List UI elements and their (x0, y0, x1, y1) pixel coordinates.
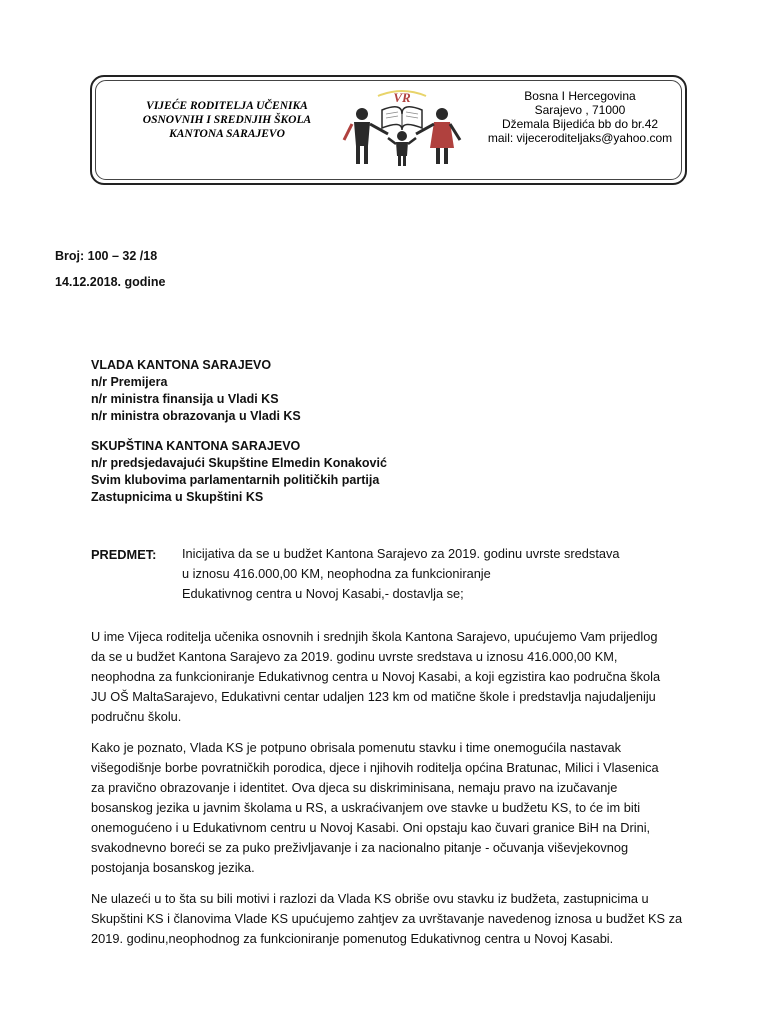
paragraph-line: Kako je poznato, Vlada KS je potpuno obrisala pomenutu stavku i time onemogućila nastavak (91, 740, 621, 755)
body-paragraph-3 (91, 889, 691, 949)
recipient-government: VLADA KANTONA SARAJEVO (91, 358, 272, 372)
paragraph-line: onemogućeno i u Edukativnom centru u Novoj Kasabi. Oni opstaju kao čuvari granice BiH na Drini, (91, 820, 651, 835)
organization-logo (338, 88, 474, 170)
child-figure-icon (388, 131, 416, 166)
subject-text (182, 544, 652, 604)
recipient-assembly-chair: n/r predsjedavajući Skupštine Elmedin Konaković (91, 456, 387, 470)
paragraph-line: 2019. godinu,neophodnog za funkcioniranje pomenutog Edukativnog centra u Novoj Kasabi. (91, 931, 614, 946)
org-name-line3: KANTONA SARAJEVO (169, 128, 285, 140)
contact-city: Sarajevo , 71000 (534, 103, 626, 117)
contact-address: Džemala Bijedića bb do br.42 (501, 117, 659, 131)
org-name-line2: OSNOVNIH I SREDNJIH ŠKOLA (142, 114, 312, 126)
subject-label: PREDMET: (91, 547, 157, 562)
paragraph-line: postojanja bosanskog jezika. (91, 860, 255, 875)
paragraph-line: svakodnevno boreći se za puko preživljavanje i za nacionalno pitanje - očuvanja viševjekovnog (91, 840, 629, 855)
recipient-assembly: SKUPŠTINA KANTONA SARAJEVO (91, 439, 301, 453)
recipient-representatives: Zastupnicima u Skupštini KS (91, 490, 264, 504)
document-number: Broj: 100 – 32 /18 (55, 249, 158, 263)
body-paragraph-1 (91, 627, 691, 727)
subject-line1: Inicijativa da se u budžet Kantona Sarajevo za 2019. godinu uvrste sredstava (182, 546, 620, 561)
paragraph-line: neophodna za funkcioniranje Edukativnog centra u Novoj Kasabi, a koji egzistira kao područna škola (91, 669, 661, 684)
contact-country: Bosna I Hercegovina (524, 89, 636, 103)
org-name-line1: VIJEĆE RODITELJA UČENIKA (146, 100, 308, 112)
paragraph-line: Skupštini KS i članovima Vlade KS upućujemo zahtjev za uvrštavanje navedenog iznosa u budžet KS za (91, 911, 683, 926)
paragraph-line: JU OŠ MaltaSarajevo, Edukativni centar udaljen 123 km od matične škole i predstavlja najudaljeniju (91, 689, 656, 704)
paragraph-line: bosanskog jezika u javnim školama u RS, a uskraćivanjem ove stavke u budžetu KS, to će im biti (91, 800, 641, 815)
paragraph-line: područnu školu. (91, 709, 182, 724)
logo-monogram: VR (393, 90, 411, 105)
open-book-icon (382, 107, 422, 130)
recipient-finance-minister: n/r ministra finansija u Vladi KS (91, 392, 279, 406)
contact-email: mail: vijeceroditeljaks@yahoo.com (487, 131, 673, 145)
contact-block (480, 89, 680, 145)
organization-name (122, 99, 332, 141)
document-date: 14.12.2018. godine (55, 275, 166, 289)
paragraph-line: da se u budžet Kantona Sarajevo za 2019. godinu uvrste sredstava u iznosu 416.000,00 KM, (91, 649, 618, 664)
body-paragraph-2 (91, 738, 691, 878)
paragraph-line: Ne ulazeći u to šta su bili motivi i razlozi da Vlada KS obriše ovu stavku iz budžeta, zastupnicima u (91, 891, 649, 906)
recipient-party-clubs: Svim klubovima parlamentarnih političkih partija (91, 473, 380, 487)
paragraph-line: višegodišnje borbe povratničkih porodica, djece i njihovih roditelja općina Bratunac, Milici i Vlasenica (91, 760, 659, 775)
recipient-education-minister: n/r ministra obrazovanja u Vladi KS (91, 409, 301, 423)
paragraph-line: za pravično obrazovanje i identitet. Ova djeca su diskriminisana, nemaju pravo na izučavanje (91, 780, 618, 795)
subject-line3: Edukativnog centra u Novoj Kasabi,- dostavlja se; (182, 586, 464, 601)
subject-line2: u iznosu 416.000,00 KM, neophodna za funkcioniranje (182, 566, 491, 581)
paragraph-line: U ime Vijeca roditelja učenika osnovnih i srednjih škola Kantona Sarajevo, upućujemo Vam prijedlog (91, 629, 658, 644)
recipient-premier: n/r Premijera (91, 375, 168, 389)
